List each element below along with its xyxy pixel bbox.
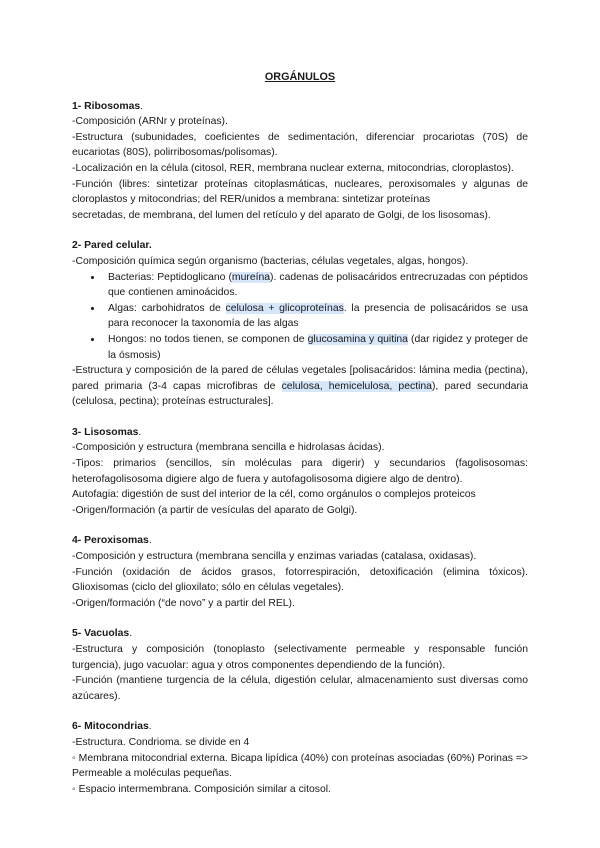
highlight: celulosa, hemicelulosa, pectina <box>281 380 432 392</box>
paragraph: Autofagia: digestión de sust del interior de la cél, como orgánulos o complejos proteicos <box>72 489 476 501</box>
paragraph: -Origen/formación (“de novo” y a partir del REL). <box>72 597 295 609</box>
list-item: • Hongos: no todos tienen, se componen de glucosamina y quitina (dar rigidez y proteger de la ósmosis) <box>103 332 528 363</box>
paragraph: -Composición química según organismo (bacterias, células vegetales, algas, hongos). <box>72 255 469 267</box>
section-heading: 2- Pared celular. <box>72 240 152 252</box>
paragraph: -Composición (ARNr y proteínas). <box>72 116 228 128</box>
list-item: • Algas: carbohidratos de celulosa + glicoproteínas. la presencia de polisacáridos se usa para reconocer la taxonomía de las algas <box>103 301 528 332</box>
section-pared-celular <box>72 238 528 410</box>
paragraph: -Composición y estructura (membrana sencilla e hidrolasas ácidas). <box>72 442 385 454</box>
document-page <box>72 70 528 812</box>
paragraph: -Origen/formación (a partir de vesículas del aparato de Golgi). <box>72 504 358 516</box>
section-heading: 3- Lisosomas. <box>72 426 142 438</box>
section-heading: 5- Vacuolas. <box>72 628 133 640</box>
paragraph: -Composición y estructura (membrana sencilla y enzimas variadas (catalasa, oxidasas). <box>72 551 477 563</box>
highlight: glucosamina y quitina <box>307 333 408 345</box>
page-title: ORGÁNULOS <box>264 71 336 83</box>
section-heading: 1- Ribosomas. <box>72 100 144 112</box>
paragraph: -Función (libres: sintetizar proteínas citoplasmáticas, nucleares, peroxisomales y algunas de cloroplastos y mitocondrias; del RER/unidos a membrana: sintetizar proteínas <box>72 178 528 206</box>
paragraph: secretadas, de membrana, del lumen del retículo y del aparato de Golgi, de los lisosomas). <box>72 209 491 221</box>
highlight: mureína <box>231 271 271 283</box>
section-mitocondrias <box>72 719 528 797</box>
paragraph: -Estructura y composición (tonoplasto (selectivamente permeable y responsable función turgencia), jugo vacuolar: agua y otros componentes dependiendo de la función). <box>72 644 528 671</box>
paragraph: -Función (mantiene turgencia de la célula, digestión celular, almacenamiento sust diversas como azúcares). <box>72 675 528 702</box>
bullet-list <box>72 270 528 364</box>
paragraph: ◦ Espacio intermembrana. Composición similar a citosol. <box>72 783 331 795</box>
section-heading: 4- Peroxisomas. <box>72 535 152 547</box>
paragraph: -Tipos: primarios (sencillos, sin moléculas para digerir) y secundarios (fagolisosomas: heterofagolisosoma digiere algo de fuera y autofagolisosoma digiere algo de dentro). <box>72 458 528 485</box>
section-vacuolas <box>72 626 528 704</box>
section-peroxisomas <box>72 533 528 611</box>
section-ribosomas <box>72 99 528 224</box>
paragraph: -Estructura. Condrioma. se divide en 4 <box>72 736 250 748</box>
paragraph: -Estructura (subunidades, coeficientes de sedimentación, diferenciar procariotas (70S) de eucariotas (80S), polirribosomas/polisomas). <box>72 131 528 159</box>
section-lisosomas <box>72 425 528 519</box>
paragraph: -Localización en la célula (citosol, RER, membrana nuclear externa, mitocondrias, cloroplastos). <box>72 162 514 174</box>
paragraph: -Estructura y composición de la pared de células vegetales [polisacáridos: lámina media (pectina), pared primaria (3-4 capas microfibras de celulosa, hemicelulosa, pectina), pared secundaria (celulosa, pectina); proteínas estructurales]. <box>72 365 529 408</box>
paragraph: -Función (oxidación de ácidos grasos, fotorrespiración, detoxificación (elimina tóxicos). Glioxisomas (ciclo del glioxilato; sólo en células vegetales). <box>72 566 528 594</box>
paragraph: ◦ Membrana mitocondrial externa. Bicapa lipídica (40%) con proteínas asociadas (60%) Porinas => Permeable a moléculas pequeñas. <box>72 752 528 780</box>
highlight: celulosa + glicoproteínas <box>225 302 344 314</box>
section-heading: 6- Mitocondrias. <box>72 721 152 733</box>
list-item: • Bacterias: Peptidoglicano (mureína). cadenas de polisacáridos entrecruzadas con péptidos que contienen aminoácidos. <box>103 270 528 301</box>
